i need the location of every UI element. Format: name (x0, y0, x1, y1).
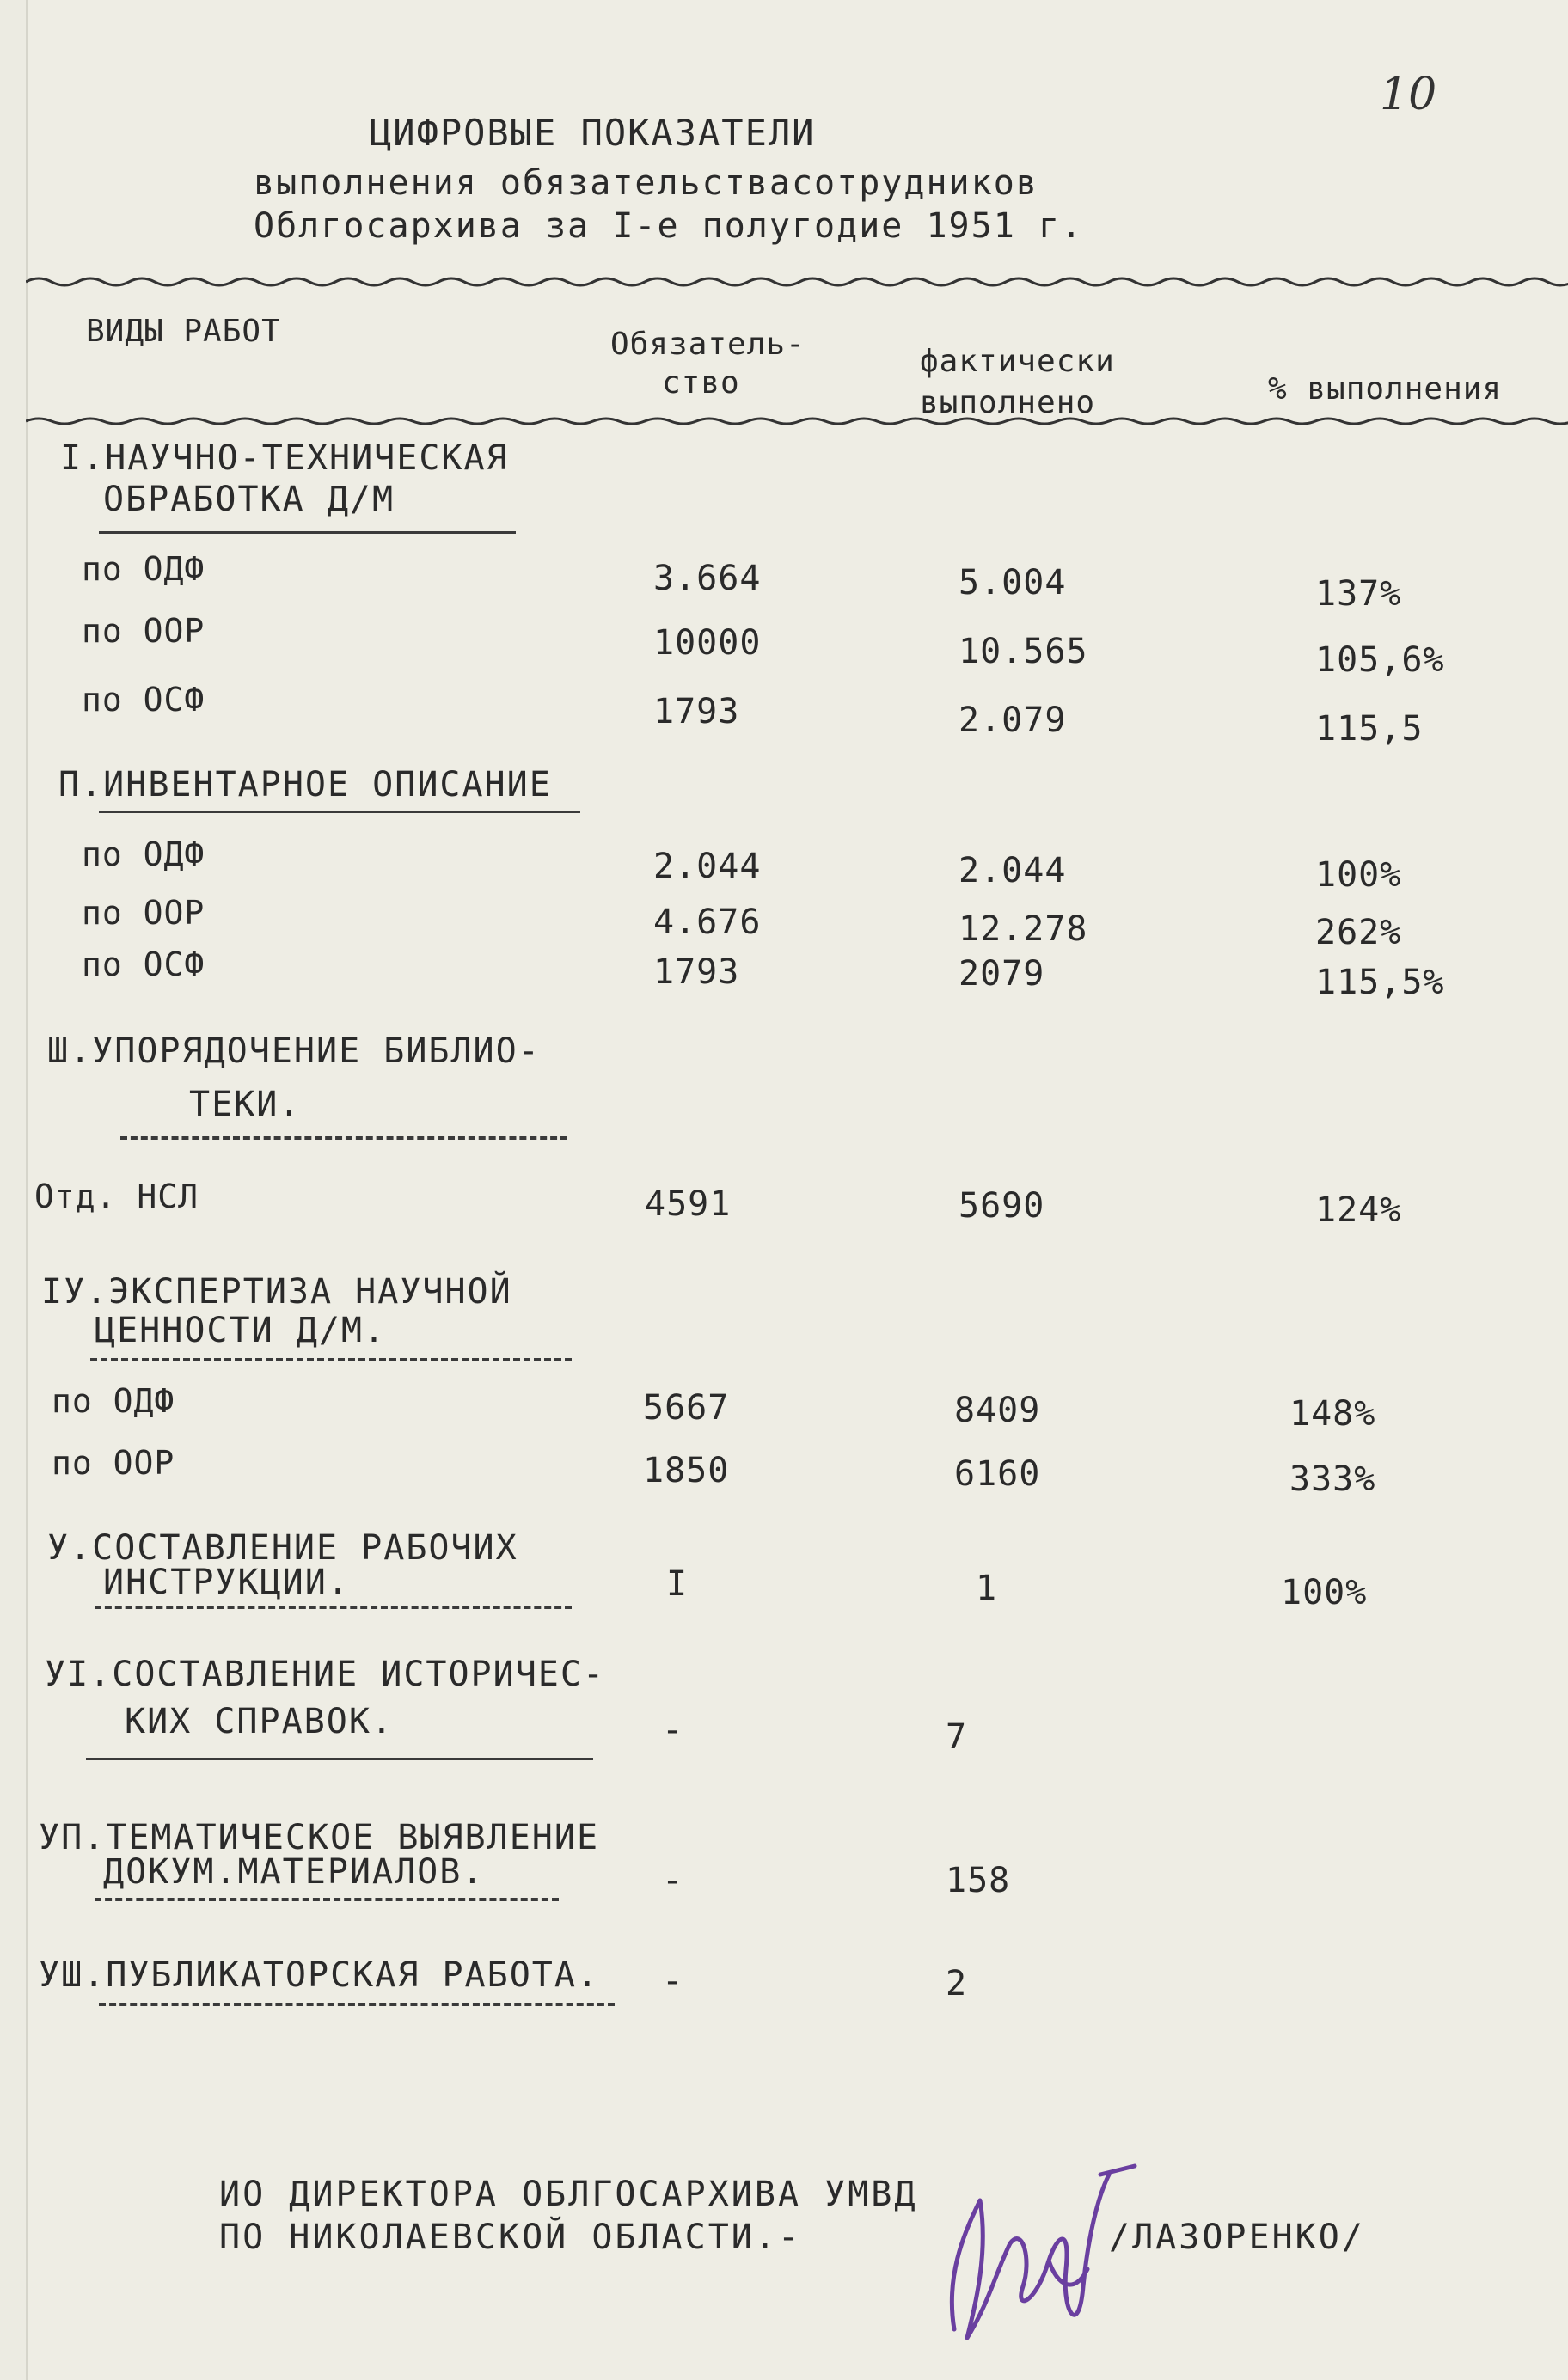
s2-row-2-obligation: 4.676 (653, 902, 762, 942)
s1-row-1-actual: 5.004 (959, 563, 1067, 603)
section-8-title: УШ.ПУБЛИКАТОРСКАЯ РАБОТА. (39, 1955, 600, 1995)
s3-row-1-obligation: 4591 (645, 1184, 732, 1224)
s7-actual: 158 (946, 1861, 1011, 1900)
title-line-3: Облгосархива за I-е полугодие 1951 г. (254, 206, 1084, 246)
section-2-underline (99, 811, 580, 813)
s7-obligation: - (662, 1861, 684, 1900)
col-obligation-header-1: Обязатель- (610, 327, 805, 362)
title-line-1: ЦИФРОВЫЕ ПОКАЗАТЕЛИ (370, 112, 816, 154)
s1-row-2-percent: 105,6% (1315, 640, 1445, 680)
header-top-rule (26, 273, 1568, 291)
section-5-title-1: У.СОСТАВЛЕНИЕ РАБОЧИХ (47, 1528, 518, 1568)
s2-row-3-label: по ОСФ (82, 945, 205, 983)
handwritten-signature (928, 2140, 1152, 2364)
page-number: 10 (1380, 69, 1437, 120)
s2-row-3-obligation: 1793 (653, 952, 740, 992)
s4-row-2-obligation: 1850 (643, 1451, 730, 1490)
section-4-title-2: ЦЕННОСТИ Д/М. (95, 1311, 387, 1350)
s1-row-1-obligation: 3.664 (653, 559, 762, 598)
s4-row-1-obligation: 5667 (643, 1388, 730, 1428)
s6-actual: 7 (946, 1717, 968, 1757)
s2-row-2-percent: 262% (1315, 913, 1402, 952)
section-1-title-2: ОБРАБОТКА Д/М (103, 480, 395, 519)
section-3-title-1: Ш.УПОРЯДОЧЕНИЕ БИБЛИО- (47, 1031, 541, 1071)
s1-row-2-actual: 10.565 (959, 632, 1088, 671)
section-6-title-1: УI.СОСТАВЛЕНИЕ ИСТОРИЧЕС- (45, 1655, 606, 1694)
s2-row-1-actual: 2.044 (959, 851, 1067, 890)
section-5-underline (95, 1606, 572, 1609)
s2-row-3-percent: 115,5% (1315, 963, 1445, 1002)
s3-row-1-actual: 5690 (959, 1186, 1045, 1226)
s2-row-1-percent: 100% (1315, 855, 1402, 895)
s2-row-2-actual: 12.278 (959, 909, 1088, 949)
section-6-underline (86, 1758, 593, 1760)
section-3-title-2: ТЕКИ. (189, 1085, 302, 1124)
s1-row-2-label: по ООР (82, 612, 205, 650)
signature-line-2: ПО НИКОЛАЕВСКОЙ ОБЛАСТИ.- (219, 2218, 802, 2257)
col-obligation-header-2: ство (662, 365, 740, 401)
section-1-title-1: I.НАУЧНО-ТЕХНИЧЕСКАЯ (60, 438, 509, 478)
section-2-title: П.ИНВЕНТАРНОЕ ОПИСАНИЕ (58, 765, 552, 805)
section-8-underline (99, 2003, 615, 2006)
s4-row-1-label: по ОДФ (52, 1382, 175, 1420)
section-3-underline (120, 1136, 567, 1140)
s1-row-1-percent: 137% (1315, 574, 1402, 614)
s3-row-1-label: Отд. НСЛ (34, 1178, 199, 1215)
section-1-underline (99, 531, 516, 534)
section-7-underline (95, 1898, 559, 1901)
s6-obligation: - (662, 1710, 684, 1750)
s3-row-1-percent: 124% (1315, 1190, 1402, 1230)
section-7-title-2: ДОКУМ.МАТЕРИАЛОВ. (103, 1852, 485, 1892)
col-kind-header: ВИДЫ РАБОТ (86, 314, 281, 349)
s4-row-2-actual: 6160 (954, 1454, 1041, 1494)
section-6-title-2: КИХ СПРАВОК. (125, 1702, 394, 1741)
s5-percent: 100% (1281, 1573, 1368, 1612)
section-7-title-1: УП.ТЕМАТИЧЕСКОЕ ВЫЯВЛЕНИЕ (39, 1818, 600, 1857)
header-bottom-rule (26, 413, 1568, 430)
s1-row-1-label: по ОДФ (82, 550, 205, 588)
s5-obligation: I (666, 1564, 689, 1604)
s5-actual: 1 (976, 1569, 998, 1608)
s4-row-1-actual: 8409 (954, 1391, 1041, 1430)
s4-row-2-percent: 333% (1289, 1459, 1376, 1499)
s4-row-2-label: по ООР (52, 1444, 175, 1482)
s1-row-3-obligation: 1793 (653, 692, 740, 731)
s2-row-1-label: по ОДФ (82, 835, 205, 873)
s4-row-1-percent: 148% (1289, 1394, 1376, 1434)
s2-row-3-actual: 2079 (959, 954, 1045, 994)
title-line-2: выполнения обязательствасотрудников (254, 163, 1038, 203)
signature-line-1: ИО ДИРЕКТОРА ОБЛГОСАРХИВА УМВД (219, 2175, 918, 2214)
s1-row-3-actual: 2.079 (959, 701, 1067, 740)
s2-row-1-obligation: 2.044 (653, 847, 762, 886)
signature-name: /ЛАЗОРЕНКО/ (1109, 2218, 1365, 2257)
col-actual-header-1: фактически (920, 344, 1115, 379)
col-percent-header: % выполнения (1268, 371, 1503, 407)
s1-row-3-label: по ОСФ (82, 681, 205, 719)
s2-row-2-label: по ООР (82, 894, 205, 932)
s8-obligation: - (662, 1961, 684, 2001)
s8-actual: 2 (946, 1964, 968, 2004)
s1-row-3-percent: 115,5 (1315, 709, 1424, 749)
col-actual-header-2: выполнено (920, 385, 1096, 420)
s1-row-2-obligation: 10000 (653, 623, 762, 663)
section-4-underline (90, 1358, 572, 1361)
section-4-title-1: IУ.ЭКСПЕРТИЗА НАУЧНОЙ (41, 1272, 512, 1312)
section-5-title-2: ИНСТРУКЦИИ. (103, 1563, 350, 1602)
